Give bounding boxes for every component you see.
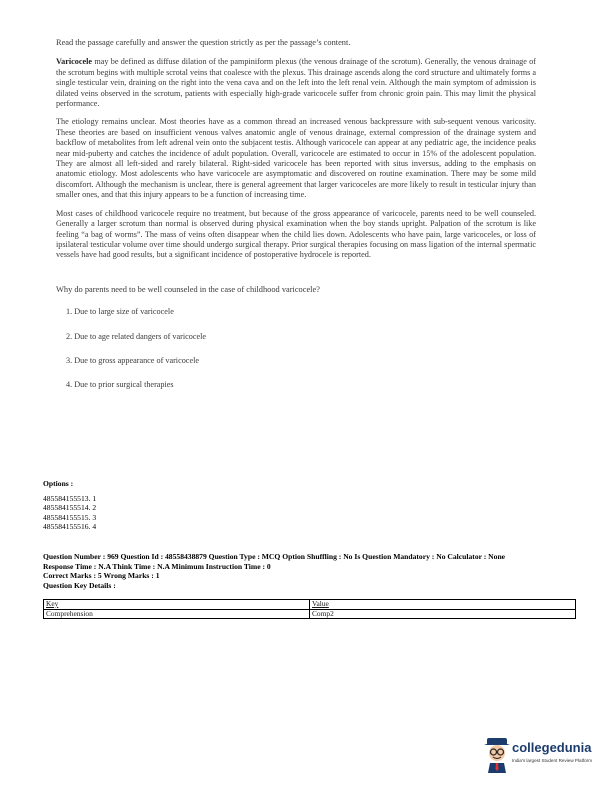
choice-list bbox=[66, 307, 536, 391]
option-id: 485584155516. 4 bbox=[43, 522, 97, 531]
passage-paragraph-2: The etiology remains unclear. Most theories have as a common thread an increased venous backpressure with sub-sequent venous varicosity. These theories are based on insufficient venous valves anatomic angle of venous drainage, external compression of the drainage system and backflow of metabolites from left adrenal vein onto the subjacent testis. Although varicocele can appear at any pediatric age, the incidence peaks near mid-puberty and catches the incidence of adult population. Overall, varicocele are estimated to occur in 15% of the adolescent population. They are almost all left-sided and rarely bilateral. Right-sided varicocele has been reported with situs inversus, adding to the emphasis on anatomic etiology. Most adolescents who have varicocele are asymptomatic and discovered on routine examination. There may be some mild discomfort. Although the mechanism is unclear, there is general agreement that larger varicoceles are more likely to result in testicular injury than smaller ones, and that this injury appears to be a function of increasing time. bbox=[56, 117, 536, 200]
options-block bbox=[43, 479, 583, 532]
table-row bbox=[44, 609, 576, 619]
table-header-row bbox=[44, 600, 576, 610]
question-text: Why do parents need to be well counseled in the case of childhood varicocele? bbox=[56, 284, 320, 294]
meta-line-time: Response Time : N.A Think Time : N.A Minimum Instruction Time : 0 bbox=[43, 561, 271, 571]
brand-name: collegedunia bbox=[512, 740, 592, 755]
key-details-table bbox=[43, 599, 576, 619]
term-varicocele: Varicocele bbox=[56, 57, 93, 67]
passage-scan bbox=[56, 38, 536, 405]
option-id: 485584155514. 2 bbox=[43, 503, 97, 512]
choice-item: 2. Due to age related dangers of varicocele bbox=[66, 331, 207, 341]
instruction-text: Read the passage carefully and answer the question strictly as per the passage’s content. bbox=[56, 38, 351, 47]
collegedunia-logo bbox=[482, 736, 607, 780]
passage-paragraph-1 bbox=[56, 57, 536, 109]
choice-item: 1. Due to large size of varicocele bbox=[66, 307, 174, 317]
table-header-value: Value bbox=[310, 600, 576, 610]
mascot-icon bbox=[482, 736, 512, 774]
options-heading: Options : bbox=[43, 479, 74, 488]
meta-line-key-details: Question Key Details : bbox=[43, 580, 116, 590]
passage-paragraph-3: Most cases of childhood varicocele require no treatment, but because of the gross appearance of varicocele, parents need to be well counseled. Generally a larger scrotum than normal is observed during physical examination when the boy stands upright. Palpation of the scrotum is like feeling “a bag of worms”. The mass of veins often disappear when the child lies down. Adolescents who have pain, large varicoceles, or loss of ipsilateral testicular volume over time should undergo surgical therapy. Prior surgical therapies focusing on mass ligation of the internal spermatic vessels have had good results, but a significant incidence of postoperative hydrocele is reported. bbox=[56, 208, 536, 260]
choice-item: 3. Due to gross appearance of varicocele bbox=[66, 355, 199, 365]
option-id: 485584155513. 1 bbox=[43, 493, 97, 503]
brand-tagline: India's largest Student Review Platform bbox=[512, 758, 593, 763]
option-id: 485584155515. 3 bbox=[43, 512, 97, 522]
passage-paragraph-1-text: may be defined as diffuse dilation of the pampiniform plexus (the venous drainage of the scrotum). Generally, the venous drainage of the scrotum begins with multiple scrotal veins that coalesce with the plexus. This drainage ascends along the cord structure and ultimately forms a single testicular vein, draining on the right into the vena cava and on the left into the left renal vein. Although the main symptom of admission is dilated veins observed in the scrotum, patients with especially high-grade varicocele suffer from chronic groin pain. This may limit the physical performance. bbox=[56, 57, 536, 109]
question-meta bbox=[43, 552, 583, 590]
table-cell-value: Comp2 bbox=[310, 609, 576, 619]
table-header-key: Key bbox=[44, 600, 310, 610]
choice-item: 4. Due to prior surgical therapies bbox=[66, 380, 174, 390]
table-cell-key: Comprehension bbox=[44, 609, 310, 619]
meta-line-question: Question Number : 969 Question Id : 48558438879 Question Type : MCQ Option Shuffling : No Is Question Mandatory : No Calculator : None bbox=[43, 552, 506, 561]
meta-line-marks: Correct Marks : 5 Wrong Marks : 1 bbox=[43, 571, 160, 580]
